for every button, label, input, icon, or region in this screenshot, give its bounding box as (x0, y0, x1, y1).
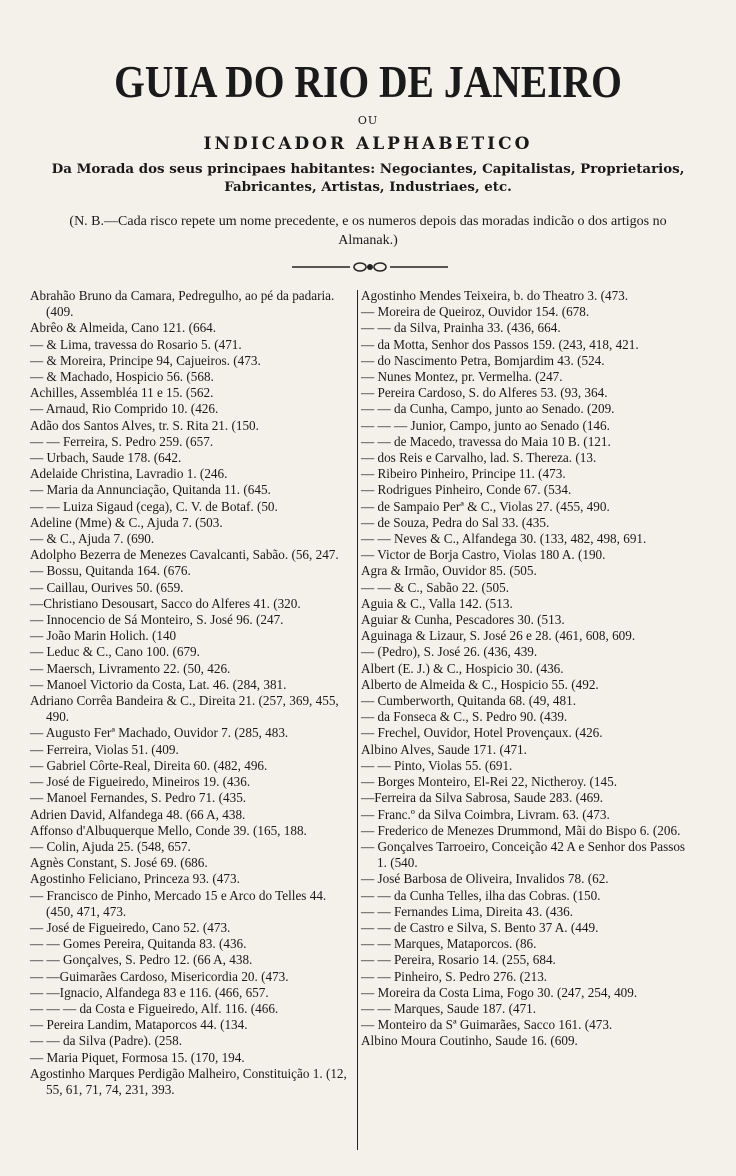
directory-entry: Albino Alves, Saude 171. (471. (361, 741, 527, 757)
directory-entry: — — Pereira, Rosario 14. (255, 684. (361, 952, 556, 968)
directory-entry: — Cumberworth, Quitanda 68. (49, 481. (361, 693, 576, 709)
directory-entry: — Victor de Borja Castro, Violas 180 A. (190. (361, 547, 606, 563)
directory-entry: Adriano Corrêa Bandeira & C., Direita 21. (257, 369, 455, 490. (30, 693, 339, 725)
directory-entry: — Leduc & C., Cano 100. (679. (30, 644, 200, 660)
directory-entry: — Urbach, Saude 178. (642. (30, 450, 182, 466)
directory-entry: Albino Moura Coutinho, Saude 16. (609. (361, 1033, 578, 1049)
directory-entry: — da Motta, Senhor dos Passos 159. (243, 418, 421. (361, 336, 639, 352)
directory-entry: — de Souza, Pedra do Sal 33. (435. (361, 514, 550, 530)
page-title: GUIA DO RIO DE JANEIRO (114, 56, 622, 107)
directory-entry: — — Gonçalves, S. Pedro 12. (66 A, 438. (30, 952, 253, 968)
directory-entry: — Arnaud, Rio Comprido 10. (426. (30, 401, 219, 417)
directory-entry: Alberto de Almeida & C., Hospicio 55. (492. (361, 676, 599, 692)
directory-entry: — — de Castro e Silva, S. Bento 37 A. (449. (361, 919, 599, 935)
directory-entry: Agostinho Mendes Teixeira, b. do Theatro 3. (473. (361, 288, 629, 303)
directory-entry: — — da Cunha, Campo, junto ao Senado. (209. (361, 401, 615, 417)
directory-entry: Adolpho Bezerra de Menezes Cavalcanti, Sabão. (56, 247. (30, 547, 339, 563)
directory-entry: —Ferreira da Silva Sabrosa, Saude 283. (469. (361, 790, 604, 806)
directory-entry: — & C., Ajuda 7. (690. (30, 531, 155, 547)
directory-entry: — & Lima, travessa do Rosario 5. (471. (30, 336, 242, 352)
directory-entry: — — Marques, Saude 187. (471. (361, 1000, 537, 1016)
directory-entry: — Moreira de Queiroz, Ouvidor 154. (678. (361, 304, 590, 320)
directory-entry: Abrahão Bruno da Camara, Pedregulho, ao pé da padaria. (409. (30, 288, 335, 320)
directory-entry: Agostinho Feliciano, Princeza 93. (473. (30, 871, 240, 887)
directory-entry: — Gabriel Côrte-Real, Direita 60. (482, 496. (30, 757, 268, 773)
directory-entry: — Manoel Victorio da Costa, Lat. 46. (284, 381. (30, 676, 287, 692)
directory-entry: — Pereira Cardoso, S. do Alferes 53. (93, 364. (361, 385, 608, 401)
directory-entry: Agra & Irmão, Ouvidor 85. (505. (361, 563, 537, 579)
directory-entry: — — Fernandes Lima, Direita 43. (436. (361, 903, 574, 919)
directory-entry: — — da Silva (Padre). (258. (30, 1033, 182, 1049)
directory-entry: — — de Macedo, travessa do Maia 10 B. (121. (361, 433, 611, 449)
directory-entry: — — — da Costa e Figueiredo, Alf. 116. (466. (30, 1000, 279, 1016)
directory-entry: — Frederico de Menezes Drummond, Mãi do Bispo 6. (206. (361, 822, 681, 838)
directory-entry: Albert (E. J.) & C., Hospicio 30. (436. (361, 660, 564, 676)
page-subtitle: INDICADOR ALPHABETICO (203, 134, 533, 154)
directory-entry: Aguiar & Cunha, Pescadores 30. (513. (361, 612, 565, 628)
directory-entry: — —Ignacio, Alfandega 83 e 116. (466, 657. (30, 984, 269, 1000)
directory-entry: — Borges Monteiro, El-Rei 22, Nictheroy. (145. (361, 774, 618, 790)
right-column (361, 288, 691, 1050)
directory-entry: — de Sampaio Perª & C., Violas 27. (455, 490. (361, 498, 610, 514)
directory-entry: — João Marin Holich. (140 (30, 628, 177, 644)
directory-entry: — Rodrigues Pinheiro, Conde 67. (534. (361, 482, 572, 498)
directory-entry: Achilles, Assembléa 11 e 15. (562. (30, 385, 214, 401)
directory-entry: — Franc.º da Silva Coimbra, Livram. 63. (473. (361, 806, 610, 822)
directory-entry: — dos Reis e Carvalho, lad. S. Thereza. (13. (361, 450, 597, 466)
directory-entry: — — Ferreira, S. Pedro 259. (657. (30, 433, 214, 449)
directory-entry: — — da Silva, Prainha 33. (436, 664. (361, 320, 561, 336)
directory-entry: — & Machado, Hospicio 56. (568. (30, 369, 214, 385)
directory-entry: — (Pedro), S. José 26. (436, 439. (361, 644, 538, 660)
directory-entry: — Moreira da Costa Lima, Fogo 30. (247, 254, 409. (361, 984, 638, 1000)
directory-entry: — — Neves & C., Alfandega 30. (133, 482, 498, 691. (361, 531, 647, 547)
editorial-note: (N. B.—Cada risco repete um nome precedente, e os numeros depois das moradas indicão o dos artigos no Almanak.) (69, 214, 667, 248)
ornament-divider-icon (290, 260, 450, 274)
directory-entry: — Monteiro da Sª Guimarães, Sacco 161. (473. (361, 1017, 613, 1033)
directory-entry: — Maria da Annunciação, Quitanda 11. (645. (30, 482, 271, 498)
directory-entry: — José de Figueiredo, Mineiros 19. (436. (30, 774, 251, 790)
directory-entry: — Frechel, Ouvidor, Hotel Provençaux. (426. (361, 725, 603, 741)
subtitle-connector: OU (357, 114, 379, 127)
directory-entry: — — Marques, Mataporcos. (86. (361, 936, 537, 952)
directory-entry: — — Gomes Pereira, Quitanda 83. (436. (30, 936, 247, 952)
directory-entry: — Francisco de Pinho, Mercado 15 e Arco do Telles 44. (450, 471, 473. (30, 887, 327, 919)
left-column (30, 288, 356, 1098)
directory-entry: Aguinaga & Lizaur, S. José 26 e 28. (461, 608, 609. (361, 628, 636, 644)
directory-entry: Adão dos Santos Alves, tr. S. Rita 21. (150. (30, 417, 259, 433)
directory-entry: — — — Junior, Campo, junto ao Senado (146. (361, 417, 610, 433)
directory-entry: —Christiano Desousart, Sacco do Alferes 41. (320. (30, 595, 301, 611)
directory-entry: — — Pinto, Violas 55. (691. (361, 757, 513, 773)
directory-entry: — & Moreira, Principe 94, Cajueiros. (473. (30, 352, 261, 368)
directory-entry: — Manoel Fernandes, S. Pedro 71. (435. (30, 790, 247, 806)
directory-entry: — do Nascimento Petra, Bomjardim 43. (524. (361, 352, 605, 368)
directory-entry: — Nunes Montez, pr. Vermelha. (247. (361, 369, 563, 385)
directory-entry: — José de Figueiredo, Cano 52. (473. (30, 919, 231, 935)
directory-entry: — —Guimarães Cardoso, Misericordia 20. (473. (30, 968, 289, 984)
directory-entry: Agostinho Marques Perdigão Malheiro, Constituição 1. (12, 55, 61, 71, 74, 231, 393. (30, 1065, 347, 1097)
directory-entry: — José Barbosa de Oliveira, Invalidos 78. (62. (361, 871, 609, 887)
column-divider (357, 290, 358, 1150)
page-description: Da Morada dos seus principaes habitantes: Negociantes, Capitalistas, Proprietarios, Fabricantes, Artistas, Industriaes, etc. (51, 161, 685, 195)
directory-entry: — — & C., Sabão 22. (505. (361, 579, 509, 595)
directory-entry: — Bossu, Quitanda 164. (676. (30, 563, 191, 579)
directory-entry: Adrien David, Alfandega 48. (66 A, 438. (30, 806, 246, 822)
directory-entry: — Ferreira, Violas 51. (409. (30, 741, 179, 757)
directory-entry: — Gonçalves Tarroeiro, Conceição 42 A e Senhor dos Passos 1. (540. (361, 838, 686, 871)
directory-entry: Adeline (Mme) & C., Ajuda 7. (503. (30, 514, 223, 530)
directory-entry: — — Pinheiro, S. Pedro 276. (213. (361, 968, 548, 984)
directory-entry: — da Fonseca & C., S. Pedro 90. (439. (361, 709, 568, 725)
directory-entry: Affonso d'Albuquerque Mello, Conde 39. (165, 188. (30, 822, 307, 838)
directory-entry: — Innocencio de Sá Monteiro, S. José 96. (247. (30, 612, 284, 628)
directory-entry: — Augusto Ferª Machado, Ouvidor 7. (285, 483. (30, 725, 289, 741)
directory-entry: — Pereira Landim, Mataporcos 44. (134. (30, 1017, 248, 1033)
directory-entry: Aguia & C., Valla 142. (513. (361, 595, 513, 611)
directory-entry: — Caillau, Ourives 50. (659. (30, 579, 184, 595)
directory-entry: Abrêo & Almeida, Cano 121. (664. (30, 320, 217, 336)
directory-entry: — Ribeiro Pinheiro, Principe 11. (473. (361, 466, 566, 482)
directory-entry: — Maersch, Livramento 22. (50, 426. (30, 660, 231, 676)
directory-entry: Adelaide Christina, Lavradio 1. (246. (30, 466, 228, 482)
directory-entry: — Maria Piquet, Formosa 15. (170, 194. (30, 1049, 245, 1065)
directory-entry: — — Luiza Sigaud (cega), C. V. de Botaf. (50. (30, 498, 278, 514)
directory-entry: Agnès Constant, S. José 69. (686. (30, 855, 208, 871)
directory-entry: — Colin, Ajuda 25. (548, 657. (30, 838, 191, 854)
directory-entry: — — da Cunha Telles, ilha das Cobras. (150. (361, 887, 601, 903)
